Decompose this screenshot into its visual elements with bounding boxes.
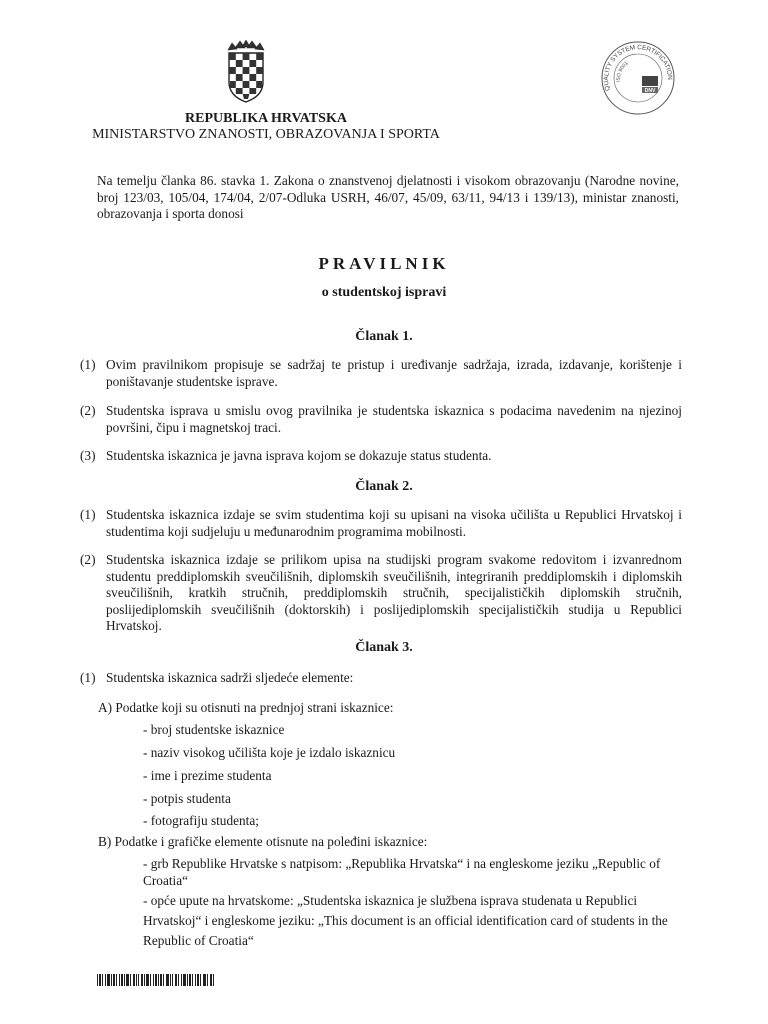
coat-of-arms-icon xyxy=(226,40,266,114)
seal-logo-text: DNV xyxy=(644,88,656,94)
item-text: Studentska isprava u smislu ovog pravilnika je studentska iskaznica s podacima navedenim na njezinoj površini, čipu i magnetskoj traci. xyxy=(106,403,682,435)
svg-text:ISO 9001 xyxy=(616,60,630,82)
section-a-bullet: - broj studentske iskaznice xyxy=(143,722,285,737)
section-a-bullet: - naziv visokog učilišta koje je izdalo iskaznicu xyxy=(143,745,396,760)
item-number: (2) xyxy=(80,403,96,418)
article-1-heading: Članak 1. xyxy=(355,329,413,344)
article-3-heading: Članak 3. xyxy=(355,640,413,655)
item-number: (1) xyxy=(80,670,96,685)
ministry-heading: MINISTARSTVO ZNANOSTI, OBRAZOVANJA I SPORTA xyxy=(92,127,440,142)
section-a-bullet: - fotografiju studenta; xyxy=(143,813,259,828)
republic-heading: REPUBLIKA HRVATSKA xyxy=(185,111,347,126)
intro-paragraph: Na temelju članka 86. stavka 1. Zakona o znanstvenoj djelatnosti i visokom obrazovanju (Narodne novine, broj 123/03, 105/04, 174/04, 2/07-Odluka USRH, 46/07, 45/09, 63/11, 94/13 i 139/13), ministar znanosti, obrazovanja i sporta donosi xyxy=(97,173,679,221)
section-b-bullet: - grb Republike Hrvatske s natpisom: „Republika Hrvatska“ i na engleskome jeziku „Republic of Croatia“ xyxy=(143,856,661,888)
item-number: (1) xyxy=(80,507,96,522)
item-text: Studentska iskaznica izdaje se svim studentima koji su upisani na visoka učilišta u Republici Hrvatskoj i studentima koji sudjeluju u međunarodnim programima mobilnosti. xyxy=(106,507,682,539)
section-a-bullet: - ime i prezime studenta xyxy=(143,768,272,783)
document-subtitle: o studentskoj ispravi xyxy=(321,285,447,300)
item-number: (1) xyxy=(80,357,96,372)
section-a-bullet: - potpis studenta xyxy=(143,791,231,806)
section-a-label: A) Podatke koji su otisnuti na prednjoj strani iskaznice: xyxy=(98,700,394,715)
article-2-heading: Članak 2. xyxy=(355,479,413,494)
section-b-label: B) Podatke i grafičke elemente otisnute na poleđini iskaznice: xyxy=(98,834,428,849)
item-number: (2) xyxy=(80,552,96,567)
item-text: Ovim pravilnikom propisuje se sadržaj te pristup i uređivanje sadržaja, izrada, izdavanje, korištenje i poništavanje studentske isprave. xyxy=(106,357,682,389)
barcode-icon xyxy=(97,974,215,986)
item-text: Studentska iskaznica je javna isprava kojom se dokazuje status studenta. xyxy=(106,448,492,463)
item-text: Studentska iskaznica izdaje se prilikom upisa na studijski program svakome redovitom i izvanrednom studentu preddiplomskih sveučilišnih, diplomskih sveučilišnih, integriranih preddiplomskih i diplomskih sveučilišnih, kratkih stručnih, preddiplomskih stručnih, specijalističkih diplomskih stručnih, poslijediplomskih sveučilišnih (doktorskih) i poslijediplomskih specijalističkih studija u Republici Hrvatskoj. xyxy=(106,552,682,633)
item-number: (3) xyxy=(80,448,96,463)
seal-iso-text: ISO 9001 xyxy=(615,60,630,83)
certification-seal-icon xyxy=(598,38,678,118)
item-text: Studentska iskaznica sadrži sljedeće elemente: xyxy=(106,670,354,685)
seal-ring-text: QUALITY SYSTEM CERTIFICATION xyxy=(602,44,674,92)
section-b-bullet: - opće upute na hrvatskome: „Studentska iskaznica je službena isprava studenata u Republici Hrvatskoj“ i engleskome jeziku: „This document is an official identification card of students in the Republic of Croatia“ xyxy=(143,893,668,948)
document-title: PRAVILNIK xyxy=(318,254,450,273)
